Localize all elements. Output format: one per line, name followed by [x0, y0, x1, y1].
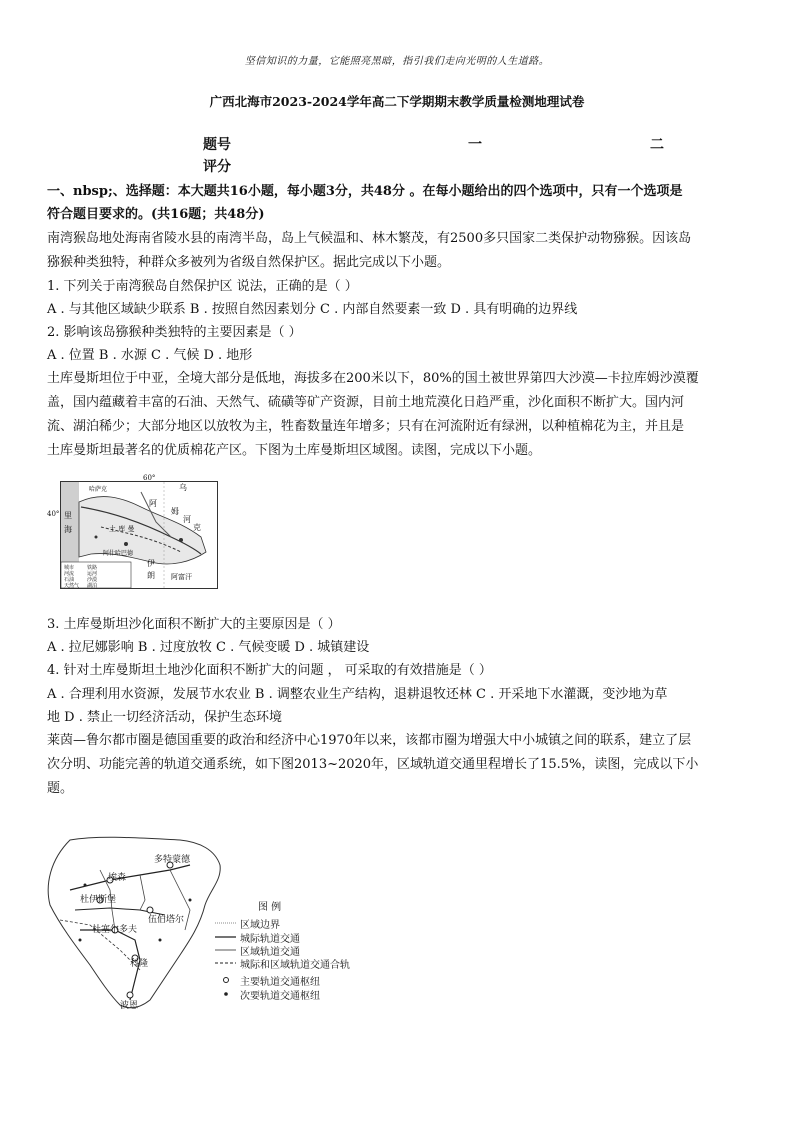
passage2-line2: 盖，国内蕴藏着丰富的石油、天然气、硫磺等矿产资源，目前土地荒漠化日趋严重，沙化面积不断扩大。国内河: [47, 395, 685, 410]
map1-label-lang: 朗: [147, 571, 155, 580]
map1-label-mu: 姆: [171, 507, 179, 516]
map1-label-tm: 土 库 曼: [109, 525, 135, 533]
map2-city-essen: 埃森: [108, 873, 127, 883]
score-label: 评分: [203, 159, 231, 175]
passage2-line1: 土库曼斯坦位于中亚，全境大部分是低地，海拔多在200米以下，80%的国土被世界第四大沙漠—卡拉库姆沙漠覆: [47, 371, 699, 386]
rhein-ruhr-map-graphic: [40, 830, 380, 1018]
map2-legend-regional: 区域轨道交通: [240, 947, 300, 958]
turkmenistan-map-graphic: [61, 482, 217, 588]
map1-legend-city: 城市: [64, 565, 75, 571]
q4-options-line2: 地 D . 禁止一切经济活动，保护生态环境: [47, 710, 282, 725]
map2-legend-intercity: 城际轨道交通: [240, 934, 300, 945]
map1-legend-rail: 铁路: [87, 565, 98, 571]
map2-legend-boundary: 区域边界: [240, 920, 280, 931]
q4-stem: 4. 针对土库曼斯坦土地沙化面积不断扩大的问题 ， 可采取的有效措施是（ ）: [47, 663, 492, 678]
map2-legend-combined: 城际和区域轨道交通合轨: [240, 960, 350, 971]
map1-label-60: 60°: [143, 474, 156, 482]
passage3-line2: 次分明、功能完善的轨道交通系统，如下图2013~2020年，区域轨道交通里程增长了15.5%，读图，完成以下小: [47, 757, 699, 772]
passage3-line1: 莱茵—鲁尔都市圈是德国重要的政治和经济中心1970年以来，该都市圈为增强大中小城镇之间的联系，建立了层: [47, 733, 692, 748]
map1-label-ke: 克: [193, 523, 201, 532]
map2-city-duisburg: 杜伊斯堡: [80, 895, 117, 905]
passage2-line3: 流、湖泊稀少；大部分地区以放牧为主，牲畜数量连年增多；只有在河流附近有绿洲，以种植棉花为主，并且是: [47, 419, 685, 434]
map1-label-hai: 海: [64, 525, 72, 534]
map1-legend-oil: 石油: [64, 577, 75, 583]
map1-label-yi: 伊: [147, 559, 155, 568]
passage1-line2: 猕猴种类独特，种群众多被列为省级自然保护区。据此完成以下小题。: [47, 255, 451, 270]
map1-label-a: 阿: [149, 499, 157, 508]
map2-legend-minor-hub: 次要轨道交通枢纽: [240, 991, 320, 1002]
map1-legend-canal: 运河: [87, 571, 98, 577]
q4-options-line1: A . 合理利用水资源，发展节水农业 B . 调整农业生产结构，退耕退牧还林 C . 开采地下水灌溉，变沙地为草: [47, 687, 668, 702]
q1-stem: 1. 下列关于南湾猴岛自然保护区 说法，正确的是（ ）: [47, 279, 358, 294]
map1-legend-desert: 沙漠: [87, 577, 98, 583]
score-col-2: 二: [650, 137, 664, 153]
section1-line2: 符合题目要求的。(共16题；共48分): [47, 207, 265, 222]
map2-city-wuppertal: 伍伯塔尔: [148, 915, 185, 925]
map1-label-40: 40°: [47, 510, 60, 518]
map2-city-duesseldorf: 杜塞尔多夫: [92, 925, 138, 935]
map1-label-ashgabat: 阿什哈巴德: [103, 550, 134, 557]
map1-label-he: 河: [183, 515, 191, 524]
q3-options: A . 拉尼娜影响 B . 过度放牧 C . 气候变暖 D . 城镇建设: [47, 640, 370, 655]
map1-label-li: 里: [64, 511, 72, 520]
score-header-label: 题号: [203, 137, 231, 153]
map2-legend-title: 图 例: [258, 902, 282, 913]
map2-city-koeln: 科隆: [130, 959, 149, 969]
map2-city-bonn: 波恩: [120, 1001, 139, 1011]
passage2-line4: 土库曼斯坦最著名的优质棉花产区。下图为土库曼斯坦区域图。读图，完成以下小题。: [47, 443, 542, 458]
q1-options: A . 与其他区域缺少联系 B . 按照自然因素划分 C . 内部自然要素一致 D . 具有明确的边界线: [47, 302, 578, 317]
map2-city-dortmund: 多特蒙德: [154, 855, 191, 865]
q2-stem: 2. 影响该岛猕猴种类独特的主要因素是（ ）: [47, 325, 302, 340]
map1-legend-lake: 湖泊: [87, 583, 98, 589]
map1-legend-river: 河流: [64, 571, 75, 577]
score-col-1: 一: [468, 137, 482, 153]
motto: 坚信知识的力量，它能照亮黑暗，指引我们走向光明的人生道路。: [244, 56, 550, 67]
map2-legend-major-hub: 主要轨道交通枢纽: [240, 977, 320, 988]
passage1-line1: 南湾猴岛地处海南省陵水县的南湾半岛，岛上气候温和、林木繁茂，有2500多只国家二类保护动物猕猴。因该岛: [47, 231, 692, 246]
section1-line1: 一、nbsp;、选择题：本大题共16小题，每小题3分，共48分 。在每小题给出的四个选项中，只有一个选项是: [47, 184, 683, 199]
page-title: 广西北海市2023-2024学年高二下学期期末教学质量检测地理试卷: [209, 94, 585, 109]
q3-stem: 3. 土库曼斯坦沙化面积不断扩大的主要原因是（ ）: [47, 617, 341, 632]
map1-label-af: 阿富汗: [171, 573, 192, 581]
map1-label-uz: 乌: [179, 483, 187, 492]
map1-label-kz: 哈萨克: [89, 486, 108, 493]
q2-options: A . 位置 B . 水源 C . 气候 D . 地形: [47, 348, 253, 363]
rhein-ruhr-map: [40, 830, 380, 1018]
turkmenistan-map: [47, 474, 218, 589]
passage3-line3: 题。: [47, 781, 74, 796]
map1-legend-gas: 天然气: [64, 583, 80, 589]
